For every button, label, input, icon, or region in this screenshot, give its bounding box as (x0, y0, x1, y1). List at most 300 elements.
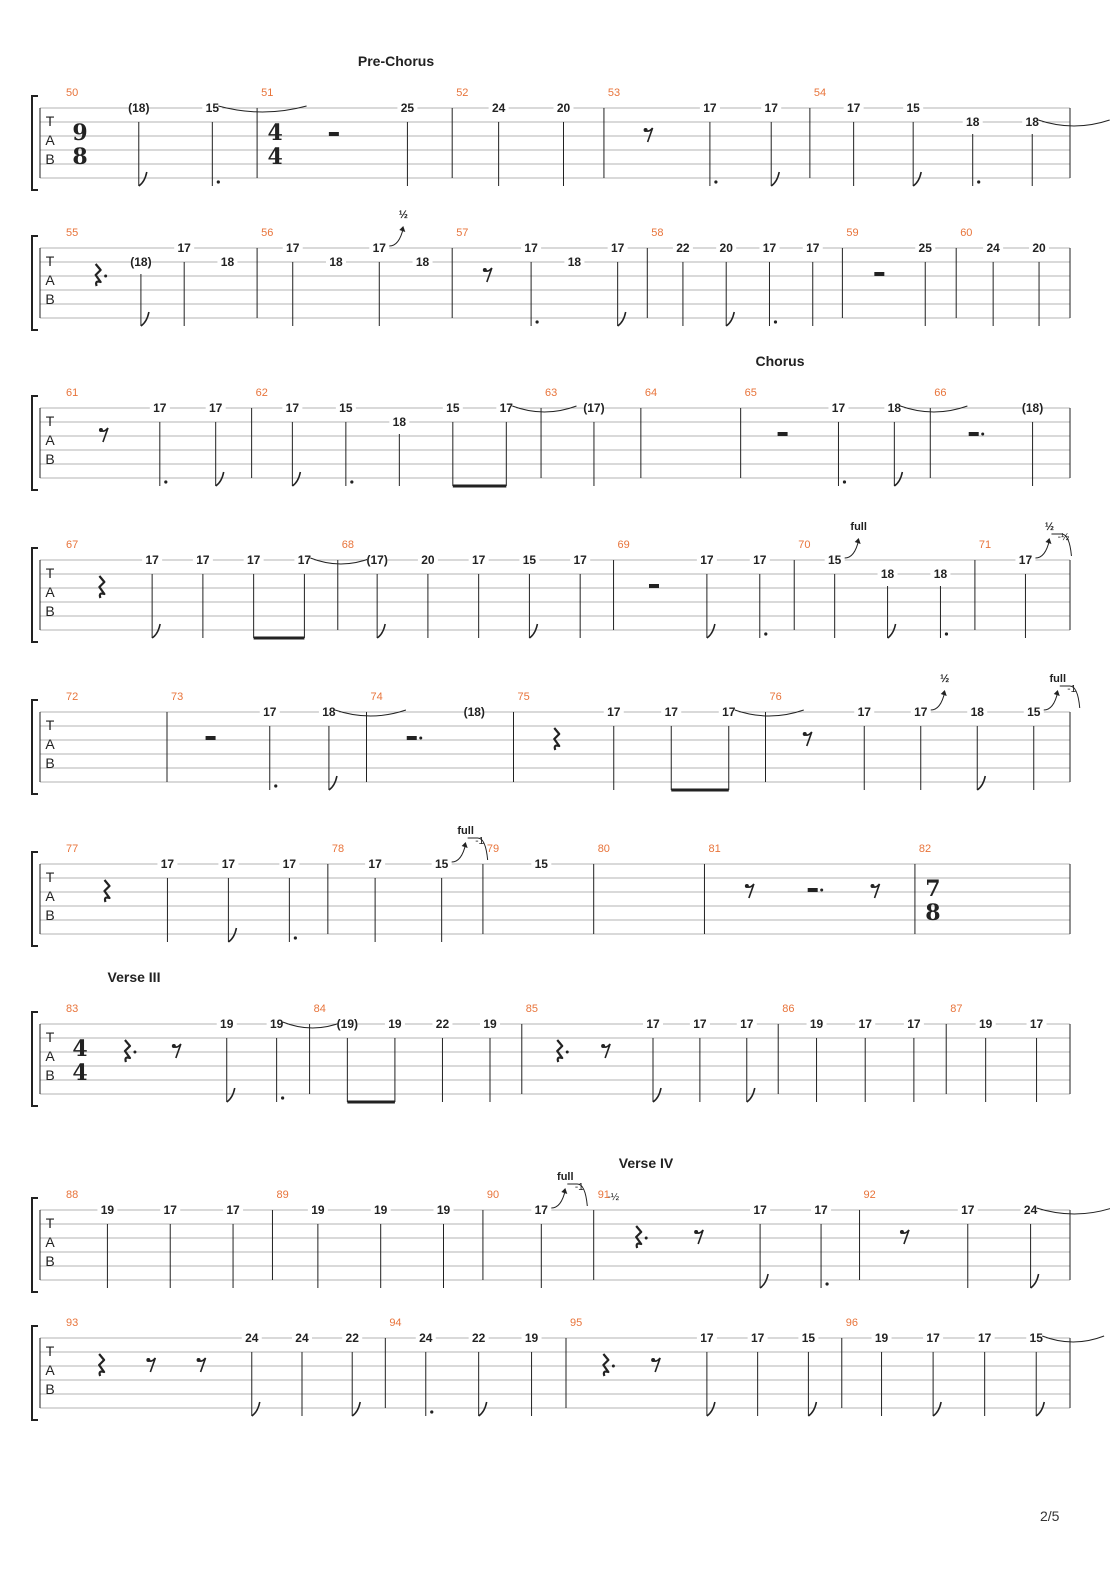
time-signature-bottom: 8 (925, 900, 941, 926)
fret-number: 17 (814, 1203, 828, 1217)
measure-number: 66 (934, 387, 947, 399)
fret-number: 15 (534, 857, 548, 871)
rest (636, 1226, 641, 1248)
fret-number: 15 (1029, 1331, 1043, 1345)
system-bracket (32, 1326, 38, 1420)
rest-dot (645, 1237, 648, 1240)
fret-number: 24 (1023, 1203, 1038, 1217)
measure-number: 93 (66, 1317, 79, 1329)
fret-number: 19 (269, 1017, 284, 1031)
fret-number: 17 (297, 553, 312, 567)
fret-number: 17 (285, 401, 300, 415)
rest (554, 728, 559, 750)
rest-dot (981, 433, 984, 436)
fret-number: 15 (827, 553, 842, 567)
release-amount: -1 (475, 836, 485, 847)
measure-number: 82 (918, 843, 932, 855)
tab-clef-a: A (45, 736, 55, 752)
fret-number: 22 (676, 241, 690, 255)
fret-number: 22 (435, 1017, 450, 1031)
rest-head (197, 1358, 201, 1362)
note-dot (825, 1282, 828, 1285)
fret-number: 17 (831, 401, 846, 415)
bend-amount: ½ (1044, 521, 1055, 533)
tab-clef-t: T (45, 869, 55, 885)
fret-number: 18 (880, 567, 895, 581)
fret-number: (19) (336, 1017, 359, 1031)
fret-number: 25 (918, 241, 932, 255)
note-dot (714, 180, 717, 183)
note-dot (536, 320, 539, 323)
fret-number: 17 (703, 101, 717, 115)
note-flag (707, 1402, 715, 1416)
rest (206, 736, 216, 740)
fret-number: 17 (534, 1203, 548, 1217)
note-flag (618, 312, 626, 326)
rest (96, 264, 101, 286)
fret-number: 19 (978, 1017, 993, 1031)
bend-curve (1035, 540, 1049, 558)
time-signature-bottom: 4 (72, 1060, 88, 1086)
bend-curve (1044, 692, 1058, 710)
note-flag (977, 776, 985, 790)
fret-number: 25 (400, 101, 415, 115)
note-dot (164, 480, 167, 483)
measure-number: 83 (66, 1003, 79, 1015)
fret-number: 19 (483, 1017, 497, 1031)
system-bracket (32, 1012, 38, 1106)
system-bracket (32, 548, 38, 642)
note-flag (894, 472, 902, 486)
note-flag (352, 1402, 360, 1416)
bend-amount: ½ (398, 209, 408, 221)
fret-number: 17 (610, 241, 625, 255)
rest-dot (820, 889, 823, 892)
rest-dot (612, 1365, 615, 1368)
rest-head (900, 1230, 904, 1234)
tab-clef-a: A (45, 888, 55, 904)
fret-number: 17 (226, 1203, 240, 1217)
fret-number: 19 (524, 1331, 539, 1345)
tab-clef-t: T (45, 717, 55, 733)
system-bracket (32, 1198, 38, 1292)
bend-amount: full (557, 1171, 574, 1183)
fret-number: 17 (246, 553, 261, 567)
measure-number: 75 (517, 691, 530, 703)
rest-head (146, 1358, 150, 1362)
fret-number: 17 (160, 857, 175, 871)
measure-number: 79 (486, 843, 500, 855)
tie (1042, 1336, 1104, 1342)
section-label: Pre-Chorus (357, 53, 435, 69)
note-flag (152, 624, 160, 638)
note-flag (377, 624, 385, 638)
fret-number: 19 (436, 1203, 451, 1217)
fret-number: 17 (693, 1017, 707, 1031)
fret-number: 17 (914, 705, 928, 719)
note-dot (945, 632, 948, 635)
note-flag (707, 624, 715, 638)
tab-clef-t: T (45, 253, 55, 269)
note-flag (329, 776, 337, 790)
rest (778, 432, 788, 436)
fret-number: 18 (970, 705, 984, 719)
bend-amount: full (1049, 673, 1066, 685)
fret-number: 17 (926, 1331, 940, 1345)
fret-number: 18 (322, 705, 336, 719)
fret-number: 17 (764, 101, 778, 115)
note-dot (430, 1410, 433, 1413)
tie (735, 710, 804, 716)
tab-clef-t: T (45, 1029, 55, 1045)
tab-clef-b: B (45, 1253, 55, 1269)
fret-number: 17 (753, 1203, 767, 1217)
measure-number: 90 (486, 1189, 500, 1201)
bend-amount: full (457, 825, 474, 837)
fret-number: (18) (128, 101, 150, 115)
tab-clef-a: A (45, 432, 55, 448)
fret-number: 17 (368, 857, 382, 871)
tab-clef-b: B (45, 291, 55, 307)
system-bracket (32, 700, 38, 794)
note-flag (808, 1402, 816, 1416)
measure-number: 84 (313, 1003, 326, 1015)
rest (329, 132, 339, 136)
note-flag (653, 1088, 661, 1102)
rest (99, 1354, 104, 1376)
fret-number: 17 (153, 401, 167, 415)
measure-number: 65 (744, 387, 757, 399)
tie (335, 710, 406, 716)
tab-clef-t: T (45, 1215, 55, 1231)
fret-number: 19 (809, 1017, 824, 1031)
fret-number: 17 (846, 101, 861, 115)
rest (969, 432, 979, 436)
section-label: Chorus (755, 353, 805, 369)
note-flag (139, 172, 147, 186)
measure-number: 60 (960, 227, 973, 239)
measure-number: 55 (66, 227, 79, 239)
rest-head (483, 268, 487, 272)
fret-number: 20 (719, 241, 733, 255)
fret-number: 24 (491, 101, 506, 115)
tab-clef-b: B (45, 451, 55, 467)
tie (512, 406, 576, 412)
fret-number: 17 (499, 401, 513, 415)
tab-clef-a: A (45, 584, 55, 600)
measure-number: 68 (341, 539, 355, 551)
tab-clef-t: T (45, 1343, 55, 1359)
note-flag (933, 1402, 941, 1416)
note-flag (747, 1088, 755, 1102)
measure-number: 73 (171, 691, 184, 703)
note-dot (274, 784, 277, 787)
tab-clef-t: T (45, 113, 55, 129)
fret-number: 15 (205, 101, 220, 115)
measure-number: 86 (782, 1003, 795, 1015)
tab-clef-a: A (45, 1234, 55, 1250)
measure-number: 78 (331, 843, 345, 855)
note-flag (913, 172, 921, 186)
note-flag (771, 172, 779, 186)
note-dot (217, 180, 220, 183)
fret-number: 18 (1025, 115, 1039, 129)
fret-number: 19 (388, 1017, 402, 1031)
measure-number: 64 (644, 387, 658, 399)
measure-number: 53 (607, 87, 621, 99)
fret-number: 15 (1027, 705, 1041, 719)
fret-number: 22 (471, 1331, 486, 1345)
fret-number: (18) (1021, 401, 1044, 415)
fret-number: 17 (263, 705, 277, 719)
note-dot (294, 936, 297, 939)
fret-number: 20 (1032, 241, 1046, 255)
fret-number: (18) (130, 255, 152, 269)
tab-clef-b: B (45, 603, 55, 619)
tab-clef-a: A (45, 1048, 55, 1064)
measure-number: 85 (525, 1003, 539, 1015)
tab-clef-b: B (45, 755, 55, 771)
note-dot (350, 480, 353, 483)
rest-dot (566, 1051, 569, 1054)
system-bracket (32, 236, 38, 330)
rest (104, 880, 109, 902)
fret-number: 17 (858, 1017, 872, 1031)
fret-number: 24 (986, 241, 1000, 255)
tie (1038, 120, 1109, 126)
rest-head (651, 1358, 655, 1362)
measure-number: 62 (255, 387, 268, 399)
system-bracket (32, 396, 38, 490)
fret-number: 18 (392, 415, 407, 429)
note-flag (1036, 1402, 1044, 1416)
section-label: Verse IV (618, 1155, 674, 1171)
rest-head (694, 1230, 698, 1234)
tab-clef-b: B (45, 1381, 55, 1397)
section-label: Verse III (107, 969, 161, 985)
tie (310, 558, 371, 564)
fret-number: 24 (295, 1331, 309, 1345)
measure-number: 91 (597, 1189, 610, 1201)
measure-number: 72 (66, 691, 79, 703)
measure-number: 81 (708, 843, 721, 855)
note-dot (977, 180, 980, 183)
note-dot (774, 320, 777, 323)
fret-number: 19 (374, 1203, 388, 1217)
fret-number: 18 (415, 255, 430, 269)
bend-curve (931, 692, 945, 710)
fret-number: 20 (556, 101, 571, 115)
measure-number: 74 (370, 691, 383, 703)
fret-number: 24 (245, 1331, 259, 1345)
time-signature-top: 9 (72, 120, 88, 146)
tie (1037, 1208, 1110, 1214)
fret-number: 18 (220, 255, 235, 269)
fret-number: 17 (806, 241, 820, 255)
tab-clef-t: T (45, 413, 55, 429)
fret-number: 17 (607, 705, 621, 719)
fret-number: 19 (220, 1017, 234, 1031)
measure-number: 87 (950, 1003, 963, 1015)
fret-number: 17 (163, 1203, 177, 1217)
time-signature-top: 4 (267, 120, 283, 146)
tab-clef-a: A (45, 272, 55, 288)
tab-clef-a: A (45, 132, 55, 148)
rest (649, 584, 659, 588)
fret-number: 17 (740, 1017, 754, 1031)
note-flag (888, 624, 896, 638)
fret-number: 17 (857, 705, 871, 719)
fret-number: 17 (573, 553, 587, 567)
system-bracket (32, 96, 38, 190)
measure-number: 77 (66, 843, 79, 855)
fret-number: 17 (1018, 553, 1033, 567)
note-flag (1031, 1274, 1039, 1288)
rest (874, 272, 884, 276)
rest (407, 736, 417, 740)
fret-number: 15 (339, 401, 353, 415)
measure-number: 71 (978, 539, 992, 551)
fret-number: 22 (345, 1331, 359, 1345)
note-flag (141, 312, 149, 326)
fret-number: 19 (874, 1331, 889, 1345)
fret-number: 17 (762, 241, 777, 255)
note-flag (479, 1402, 487, 1416)
fret-number: 17 (372, 241, 386, 255)
time-signature-top: 4 (72, 1036, 88, 1062)
bend-curve (452, 844, 466, 862)
fret-number: 18 (567, 255, 582, 269)
fret-number: (18) (463, 705, 485, 719)
note-flag (292, 472, 300, 486)
release-amount-2: -½ (607, 1192, 620, 1203)
time-signature-bottom: 4 (267, 144, 283, 170)
fret-number: 17 (221, 857, 236, 871)
note-flag (252, 1402, 260, 1416)
note-flag (726, 312, 734, 326)
fret-number: 17 (524, 241, 538, 255)
tab-clef-t: T (45, 565, 55, 581)
fret-number: 17 (961, 1203, 975, 1217)
tab-clef-a: A (45, 1362, 55, 1378)
fret-number: 17 (177, 241, 191, 255)
tie (218, 106, 306, 112)
note-dot (281, 1096, 284, 1099)
measure-number: 94 (389, 1317, 402, 1329)
fret-number: 15 (446, 401, 460, 415)
fret-number: 17 (700, 553, 714, 567)
fret-number: 19 (100, 1203, 115, 1217)
fret-number: (17) (366, 553, 388, 567)
time-signature-top: 7 (925, 876, 941, 902)
measure-number: 89 (276, 1189, 289, 1201)
measure-number: 88 (66, 1189, 79, 1201)
measure-number: 70 (798, 539, 811, 551)
rest-head (601, 1044, 605, 1048)
measure-number: 96 (845, 1317, 859, 1329)
fret-number: 18 (933, 567, 948, 581)
tab-clef-b: B (45, 907, 55, 923)
note-flag (228, 928, 236, 942)
rest-head (99, 428, 103, 432)
tab-clef-b: B (45, 1067, 55, 1083)
note-flag (529, 624, 537, 638)
measure-number: 92 (863, 1189, 876, 1201)
release-amount: -1 (1067, 684, 1077, 695)
bend-curve (389, 228, 403, 246)
measure-number: 51 (261, 87, 274, 99)
fret-number: 19 (311, 1203, 325, 1217)
fret-number: 17 (977, 1331, 992, 1345)
measure-number: 67 (66, 539, 79, 551)
time-signature-bottom: 8 (72, 144, 88, 170)
note-flag (216, 472, 224, 486)
rest (603, 1354, 608, 1376)
fret-number: 17 (646, 1017, 660, 1031)
rest-dot (104, 275, 107, 278)
release-amount: -½ (1057, 532, 1070, 543)
fret-number: 15 (906, 101, 920, 115)
fret-number: 15 (801, 1331, 816, 1345)
note-flag (760, 1274, 768, 1288)
rest-dot (133, 1051, 136, 1054)
note-dot (764, 632, 767, 635)
fret-number: 18 (329, 255, 343, 269)
bend-amount: full (850, 521, 867, 533)
measure-number: 52 (456, 87, 469, 99)
release-amount: -1 (574, 1182, 584, 1193)
measure-number: 50 (66, 87, 79, 99)
page-number: 2/5 (1040, 1508, 1060, 1524)
tab-clef-b: B (45, 151, 55, 167)
rest (557, 1040, 562, 1062)
fret-number: (17) (583, 401, 605, 415)
rest (808, 888, 818, 892)
fret-number: 17 (196, 553, 210, 567)
fret-number: 20 (421, 553, 435, 567)
rest-head (803, 732, 807, 736)
measure-number: 63 (545, 387, 558, 399)
bend-curve (845, 540, 859, 558)
fret-number: 17 (282, 857, 297, 871)
measure-number: 56 (261, 227, 274, 239)
fret-number: 17 (471, 553, 486, 567)
fret-number: 15 (434, 857, 449, 871)
fret-number: 17 (700, 1331, 714, 1345)
rest-head (871, 884, 875, 888)
tie (283, 1022, 343, 1028)
measure-number: 76 (769, 691, 782, 703)
rest (125, 1040, 130, 1062)
tie (900, 406, 967, 412)
measure-number: 61 (66, 387, 79, 399)
measure-number: 95 (570, 1317, 583, 1329)
rest-head (745, 884, 749, 888)
fret-number: 17 (209, 401, 223, 415)
note-dot (843, 480, 846, 483)
fret-number: 18 (966, 115, 980, 129)
fret-number: 17 (1029, 1017, 1044, 1031)
fret-number: 17 (753, 553, 767, 567)
fret-number: 17 (664, 705, 678, 719)
bend-amount: ½ (940, 673, 950, 685)
rest (99, 576, 104, 598)
fret-number: 18 (887, 401, 902, 415)
fret-number: 17 (145, 553, 159, 567)
fret-number: 17 (750, 1331, 765, 1345)
measure-number: 69 (617, 539, 630, 551)
system-bracket (32, 852, 38, 946)
